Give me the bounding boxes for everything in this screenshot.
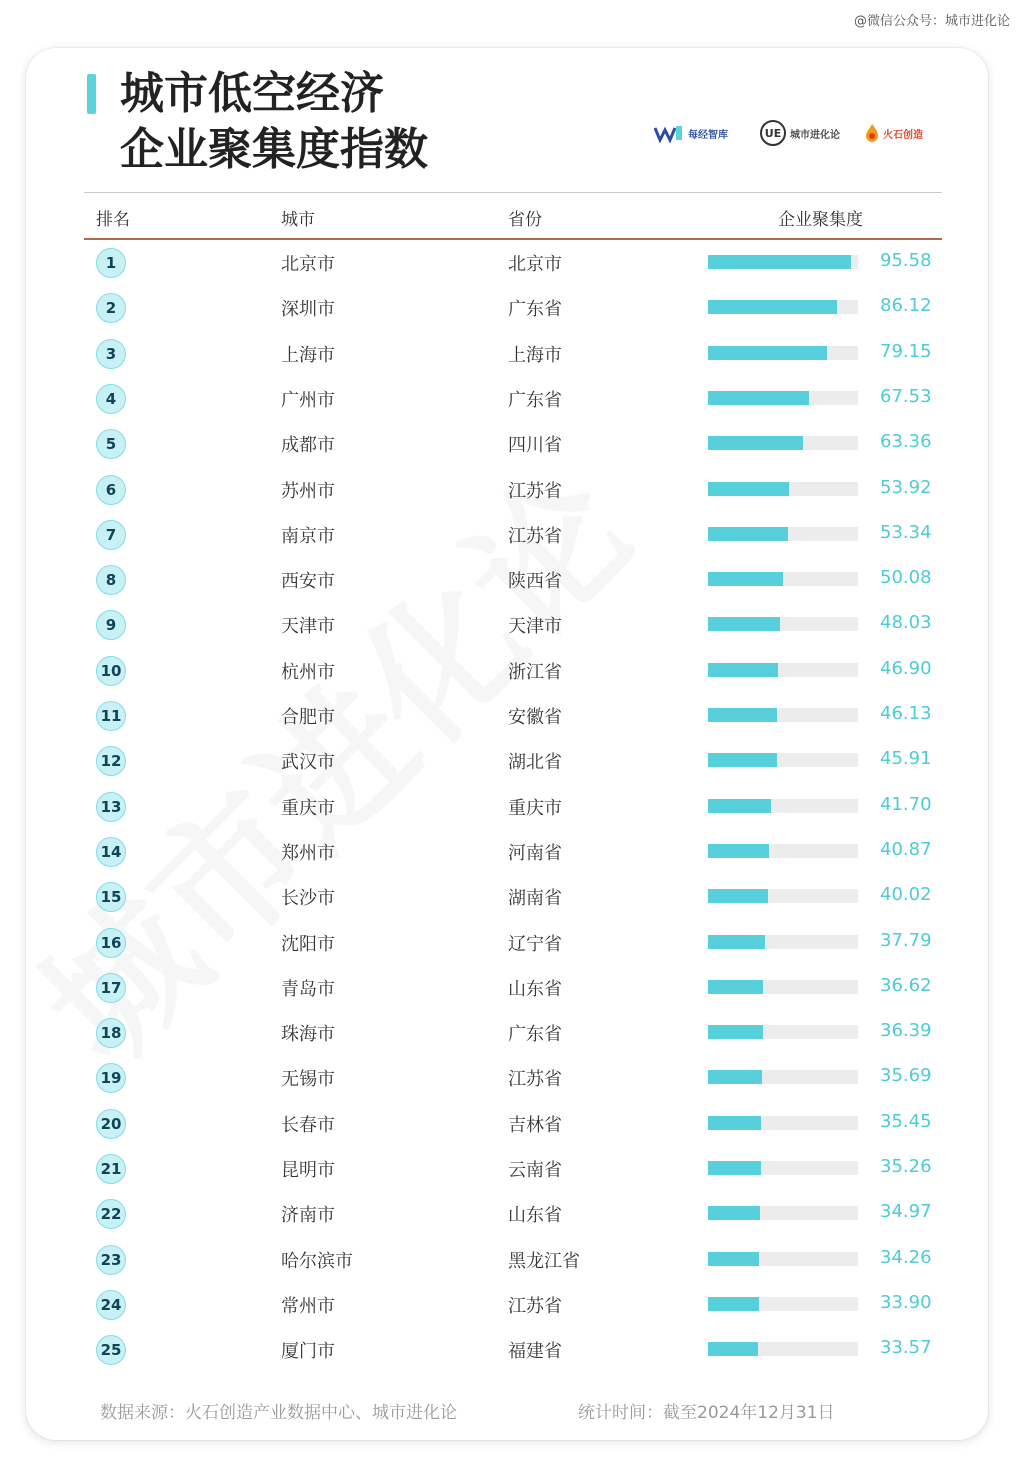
city-cell: 天津市 <box>281 616 335 638</box>
province-cell: 天津市 <box>508 616 562 638</box>
bar-track <box>708 1252 858 1266</box>
bar-track <box>708 391 858 405</box>
value-label: 33.90 <box>880 1291 932 1313</box>
bar-track <box>708 980 858 994</box>
table-row <box>26 699 988 744</box>
logo-meijing-text: 每经智库 <box>688 129 728 141</box>
value-label: 37.79 <box>880 929 932 951</box>
rank-badge: 25 <box>96 1335 126 1365</box>
province-cell: 浙江省 <box>508 661 562 683</box>
city-cell: 青岛市 <box>281 978 335 1000</box>
value-label: 50.08 <box>880 567 932 589</box>
bar-fill <box>708 572 783 586</box>
value-label: 53.34 <box>880 521 932 543</box>
bar-track <box>708 436 858 450</box>
value-label: 53.92 <box>880 476 932 498</box>
province-cell: 湖南省 <box>508 888 562 910</box>
value-label: 41.70 <box>880 793 932 815</box>
rank-badge: 4 <box>96 384 126 414</box>
city-cell: 长春市 <box>281 1114 335 1136</box>
logo-huoshi <box>864 116 923 150</box>
province-cell: 安徽省 <box>508 707 562 728</box>
bar-track <box>708 844 858 858</box>
rank-badge: 11 <box>96 701 126 731</box>
bar-track <box>708 1297 858 1311</box>
table-row <box>26 563 988 608</box>
rank-badge: 23 <box>96 1245 126 1275</box>
logo-huoshi-text: 火石创造 <box>883 129 923 141</box>
bar-fill <box>708 1070 762 1084</box>
rank-badge: 24 <box>96 1290 126 1320</box>
table-row <box>26 1152 988 1197</box>
province-cell: 上海市 <box>508 344 562 366</box>
province-cell: 云南省 <box>508 1160 562 1181</box>
city-cell: 昆明市 <box>281 1160 335 1181</box>
value-label: 45.91 <box>880 748 932 770</box>
city-cell: 上海市 <box>281 344 335 366</box>
city-cell: 郑州市 <box>281 842 335 864</box>
header-rank: 排名 <box>96 210 130 230</box>
province-cell: 黑龙江省 <box>508 1250 580 1272</box>
table-row <box>26 880 988 925</box>
table-row <box>26 654 988 699</box>
bar-fill <box>708 617 780 631</box>
value-label: 86.12 <box>880 295 932 317</box>
bar-track <box>708 663 858 677</box>
partner-logos <box>654 116 954 150</box>
table-row <box>26 1288 988 1333</box>
city-cell: 常州市 <box>281 1295 335 1317</box>
bar-fill <box>708 708 777 722</box>
province-cell: 山东省 <box>508 978 562 1000</box>
bar-fill <box>708 1161 761 1175</box>
bar-track <box>708 1206 858 1220</box>
credit-text: @微信公众号：城市进化论 <box>853 14 1010 29</box>
rank-badge: 14 <box>96 837 126 867</box>
city-cell: 深圳市 <box>281 299 335 321</box>
value-label: 36.39 <box>880 1020 932 1042</box>
header-province: 省份 <box>508 210 542 230</box>
bar-track <box>708 617 858 631</box>
city-cell: 重庆市 <box>281 797 335 819</box>
province-cell: 辽宁省 <box>508 933 562 955</box>
value-label: 35.45 <box>880 1110 932 1132</box>
value-label: 40.02 <box>880 884 932 906</box>
city-cell: 无锡市 <box>281 1069 335 1091</box>
value-label: 35.26 <box>880 1156 932 1177</box>
bar-track <box>708 482 858 496</box>
bar-fill <box>708 1206 760 1220</box>
rank-badge: 3 <box>96 339 126 369</box>
bar-fill <box>708 980 763 994</box>
footer-date: 统计时间：截至2024年12月31日 <box>578 1403 835 1423</box>
rank-badge: 7 <box>96 520 126 550</box>
city-cell: 南京市 <box>281 525 335 547</box>
bar-track <box>708 572 858 586</box>
province-cell: 江苏省 <box>508 525 562 547</box>
header-bottom-rule <box>84 238 942 240</box>
city-cell: 武汉市 <box>281 752 335 774</box>
bar-fill <box>708 1297 759 1311</box>
table-row <box>26 427 988 472</box>
rank-badge: 12 <box>96 746 126 776</box>
value-label: 46.90 <box>880 657 932 679</box>
province-cell: 吉林省 <box>508 1114 562 1136</box>
province-cell: 湖北省 <box>508 752 562 774</box>
bar-track <box>708 300 858 314</box>
rank-badge: 2 <box>96 293 126 323</box>
bar-fill <box>708 255 851 269</box>
bar-fill <box>708 436 803 450</box>
table-row <box>26 926 988 971</box>
city-cell: 哈尔滨市 <box>281 1250 353 1272</box>
value-label: 34.26 <box>880 1246 932 1268</box>
value-label: 79.15 <box>880 340 932 362</box>
rank-badge: 5 <box>96 429 126 459</box>
bar-track <box>708 527 858 541</box>
bar-fill <box>708 753 777 767</box>
bar-track <box>708 346 858 360</box>
rank-badge: 6 <box>96 475 126 505</box>
province-cell: 广东省 <box>508 1024 562 1046</box>
header-index: 企业聚集度 <box>778 210 863 230</box>
province-cell: 陕西省 <box>508 571 562 593</box>
city-cell: 成都市 <box>281 435 335 457</box>
meijing-logo-icon <box>654 123 684 143</box>
table-row <box>26 1243 988 1288</box>
province-cell: 广东省 <box>508 299 562 321</box>
table-row <box>26 744 988 789</box>
bar-track <box>708 753 858 767</box>
value-label: 63.36 <box>880 431 932 453</box>
province-cell: 江苏省 <box>508 1295 562 1317</box>
table-row <box>26 382 988 427</box>
bar-track <box>708 1342 858 1356</box>
bar-fill <box>708 1342 758 1356</box>
bar-fill <box>708 935 765 949</box>
bar-track <box>708 255 858 269</box>
city-cell: 珠海市 <box>281 1024 335 1046</box>
ue-logo-icon: UE <box>760 120 786 146</box>
province-cell: 山东省 <box>508 1205 562 1227</box>
rank-badge: 8 <box>96 565 126 595</box>
logo-ue <box>760 116 840 150</box>
table-row <box>26 337 988 382</box>
page-title <box>120 66 428 178</box>
city-cell: 苏州市 <box>281 480 335 502</box>
title-line-1: 城市低空经济 <box>120 68 384 119</box>
bar-track <box>708 1116 858 1130</box>
table-row <box>26 473 988 518</box>
city-cell: 厦门市 <box>281 1341 335 1363</box>
rank-badge: 16 <box>96 928 126 958</box>
bar-track <box>708 708 858 722</box>
rank-badge: 22 <box>96 1199 126 1229</box>
bar-fill <box>708 346 827 360</box>
rank-badge: 18 <box>96 1018 126 1048</box>
city-cell: 北京市 <box>281 254 335 275</box>
table-row <box>26 608 988 653</box>
value-label: 67.53 <box>880 385 932 407</box>
bar-track <box>708 889 858 903</box>
city-cell: 合肥市 <box>281 707 335 728</box>
rank-badge: 20 <box>96 1109 126 1139</box>
rank-badge: 21 <box>96 1154 126 1184</box>
table-row <box>26 971 988 1016</box>
rank-badge: 9 <box>96 610 126 640</box>
province-cell: 福建省 <box>508 1341 562 1363</box>
bar-track <box>708 799 858 813</box>
value-label: 33.57 <box>880 1337 932 1359</box>
table-row <box>26 1107 988 1152</box>
province-cell: 江苏省 <box>508 480 562 502</box>
city-cell: 长沙市 <box>281 888 335 910</box>
value-label: 34.97 <box>880 1201 932 1223</box>
footer-source: 数据来源：火石创造产业数据中心、城市进化论 <box>100 1403 457 1423</box>
bar-fill <box>708 1252 759 1266</box>
table-row <box>26 1016 988 1061</box>
rank-badge: 13 <box>96 792 126 822</box>
value-label: 95.58 <box>880 250 932 271</box>
bar-fill <box>708 1116 761 1130</box>
bar-fill <box>708 391 809 405</box>
value-label: 35.69 <box>880 1065 932 1087</box>
city-cell: 西安市 <box>281 571 335 593</box>
logo-ue-text: 城市进化论 <box>790 129 840 141</box>
table-row <box>26 291 988 336</box>
province-cell: 广东省 <box>508 389 562 411</box>
bar-track <box>708 935 858 949</box>
title-line-2: 企业聚集度指数 <box>120 124 428 175</box>
table-row <box>26 246 988 291</box>
rank-badge: 19 <box>96 1063 126 1093</box>
bar-track <box>708 1161 858 1175</box>
header-city: 城市 <box>281 210 315 230</box>
city-cell: 济南市 <box>281 1205 335 1227</box>
title-accent-bar <box>87 74 96 114</box>
index-card <box>26 48 988 1440</box>
flame-logo-icon <box>864 123 880 143</box>
bar-fill <box>708 527 788 541</box>
city-cell: 沈阳市 <box>281 933 335 955</box>
bar-fill <box>708 889 768 903</box>
value-label: 40.87 <box>880 838 932 860</box>
table-row <box>26 518 988 563</box>
bar-fill <box>708 799 771 813</box>
province-cell: 北京市 <box>508 254 562 275</box>
table-row <box>26 1333 988 1378</box>
bar-fill <box>708 663 778 677</box>
rank-badge: 15 <box>96 882 126 912</box>
table-row <box>26 835 988 880</box>
bar-track <box>708 1025 858 1039</box>
bar-fill <box>708 844 769 858</box>
city-cell: 广州市 <box>281 389 335 411</box>
value-label: 48.03 <box>880 612 932 634</box>
province-cell: 河南省 <box>508 842 562 864</box>
table-row <box>26 790 988 835</box>
table-row <box>26 1061 988 1106</box>
value-label: 46.13 <box>880 703 932 724</box>
rank-badge: 10 <box>96 656 126 686</box>
province-cell: 江苏省 <box>508 1069 562 1091</box>
table-row <box>26 1197 988 1242</box>
city-cell: 杭州市 <box>281 661 335 683</box>
logo-meijing <box>654 116 728 150</box>
header-top-rule <box>84 192 942 193</box>
rank-badge: 17 <box>96 973 126 1003</box>
bar-fill <box>708 300 837 314</box>
rank-badge: 1 <box>96 248 126 278</box>
bar-fill <box>708 482 789 496</box>
province-cell: 重庆市 <box>508 797 562 819</box>
bar-track <box>708 1070 858 1084</box>
province-cell: 四川省 <box>508 435 562 457</box>
bar-fill <box>708 1025 763 1039</box>
value-label: 36.62 <box>880 974 932 996</box>
